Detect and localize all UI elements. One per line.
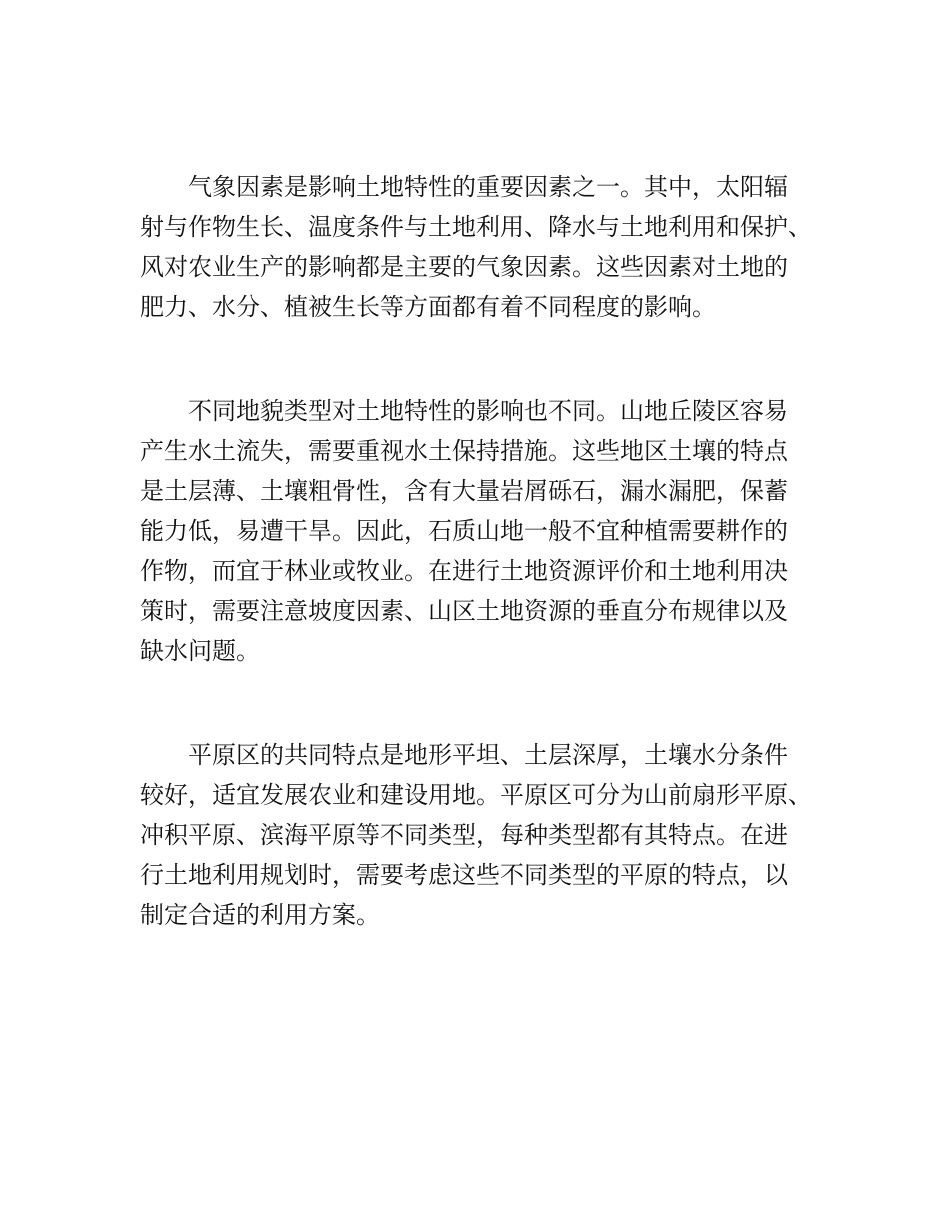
paragraph-line: 风对农业生产的影响都是主要的气象因素。这些因素对土地的 [140,253,788,281]
paragraph-line: 是土层薄、土壤粗骨性，含有大量岩屑砾石，漏水漏肥，保蓄 [140,477,788,505]
paragraph-line: 不同地貌类型对土地特性的影响也不同。山地丘陵区容易 [188,397,788,425]
paragraph-line: 肥力、水分、植被生长等方面都有着不同程度的影响。 [140,293,716,321]
paragraph-line: 气象因素是影响土地特性的重要因素之一。其中，太阳辐 [188,173,788,201]
paragraph-line: 制定合适的利用方案。 [140,901,380,929]
paragraph-landform-types [140,391,812,671]
paragraph-line: 较好，适宜发展农业和建设用地。平原区可分为山前扇形平原、 [140,781,812,809]
paragraph-line: 冲积平原、滨海平原等不同类型，每种类型都有其特点。在进 [140,821,788,849]
paragraph-plain-areas [140,735,812,935]
paragraph-line: 平原区的共同特点是地形平坦、土层深厚，土壤水分条件 [188,741,788,769]
paragraph-line: 射与作物生长、温度条件与土地利用、降水与土地利用和保护、 [140,213,812,241]
paragraph-line: 产生水土流失，需要重视水土保持措施。这些地区土壤的特点 [140,437,788,465]
paragraph-line: 缺水问题。 [140,637,260,665]
paragraph-line: 策时，需要注意坡度因素、山区土地资源的垂直分布规律以及 [140,597,788,625]
paragraph-line: 能力低，易遭干旱。因此，石质山地一般不宜种植需要耕作的 [140,517,788,545]
paragraph-meteorological-factors [140,167,812,327]
document-body [140,167,812,999]
paragraph-line: 作物，而宜于林业或牧业。在进行土地资源评价和土地利用决 [140,557,788,585]
paragraph-line: 行土地利用规划时，需要考虑这些不同类型的平原的特点，以 [140,861,788,889]
